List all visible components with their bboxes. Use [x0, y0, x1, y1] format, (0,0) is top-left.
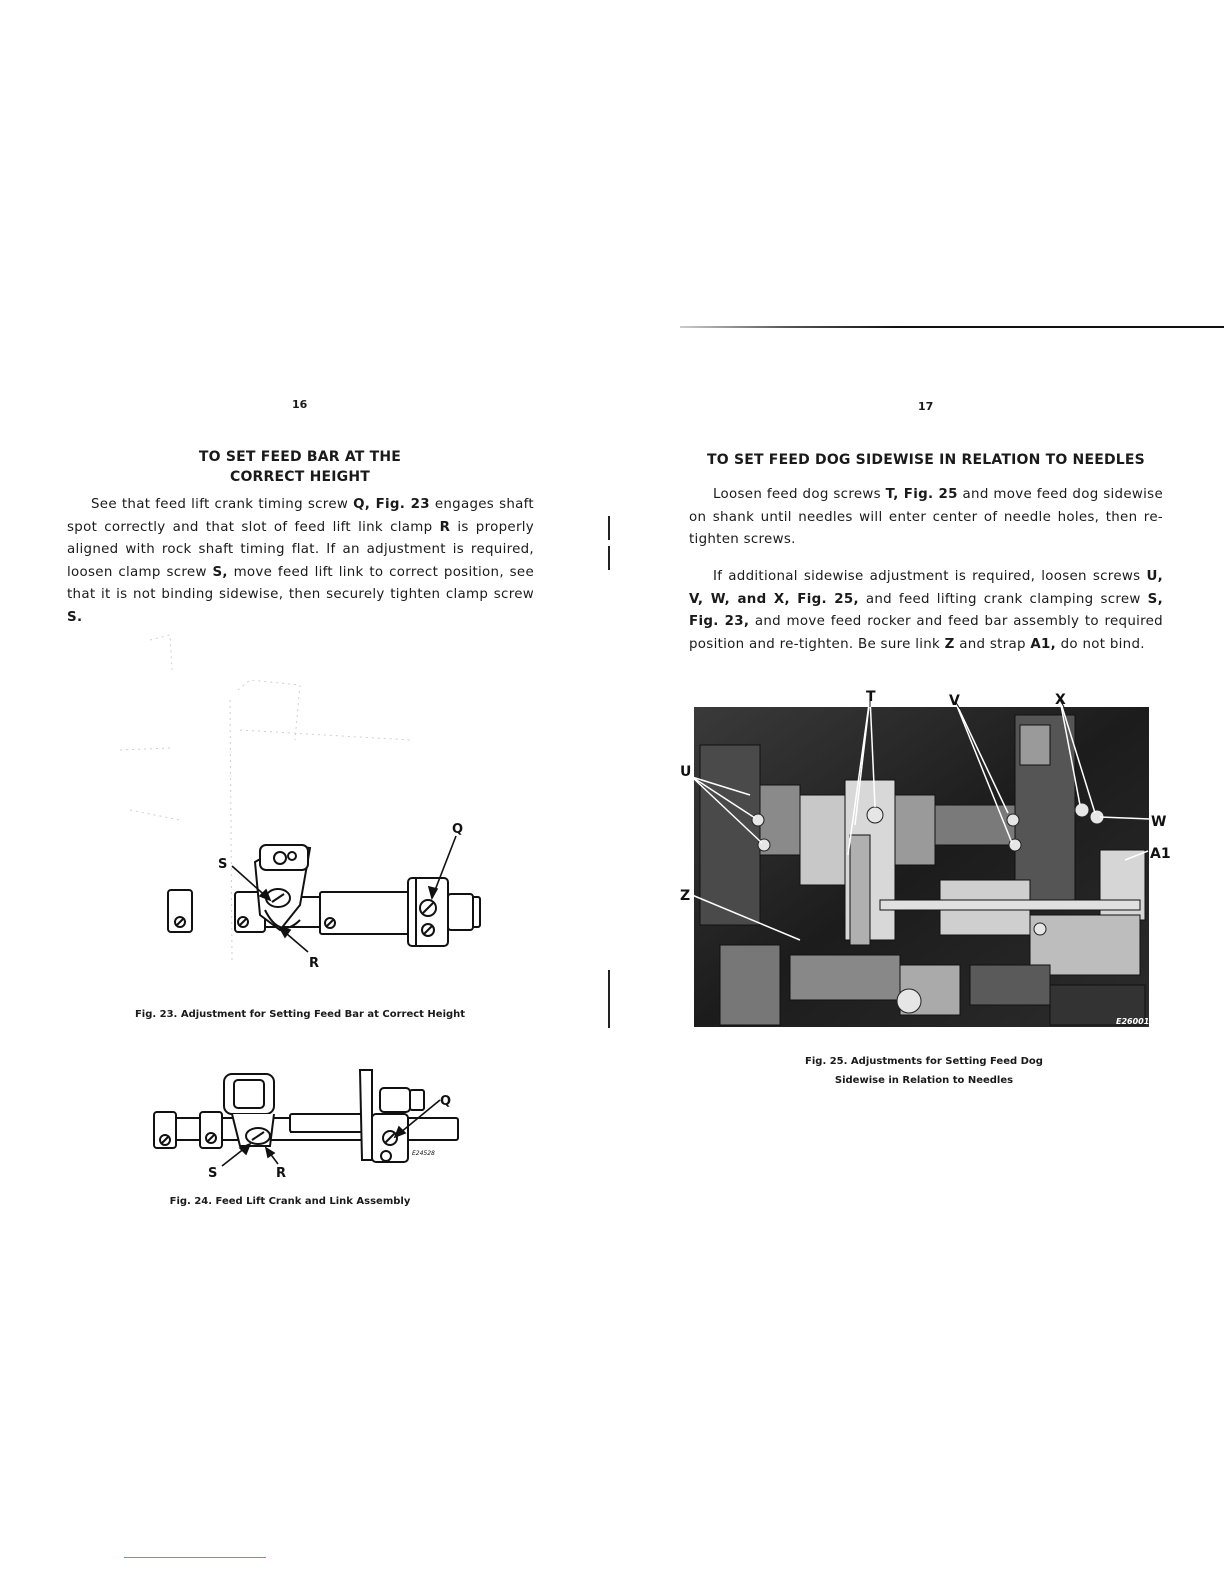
text-run: and move feed rocker and feed bar assembly to required position and re-tighten. Be sure link — [689, 614, 1163, 652]
fig25-label-a1: A1 — [1150, 846, 1171, 862]
bold-reference: U, V, W, and X, Fig. 25, — [689, 569, 1163, 607]
bold-reference: A1, — [1030, 636, 1057, 652]
bold-reference: Z — [944, 636, 955, 652]
fig24-label-q: Q — [440, 1094, 452, 1109]
gutter-mark — [608, 546, 610, 570]
heading-line-2: CORRECT HEIGHT — [229, 469, 371, 485]
section-heading-feed-bar — [150, 447, 450, 487]
bold-reference: R — [439, 519, 451, 535]
text-run: and strap — [954, 636, 1031, 652]
fig24-illustration — [140, 1060, 470, 1185]
text-run: and move feed dog sidewise on shank until needles will enter center of needle holes, then re-tighten screws. — [689, 487, 1163, 547]
fig24-caption: Fig. 24. Feed Lift Crank and Link Assembly — [169, 1196, 411, 1207]
fig25-label-u: U — [680, 764, 692, 780]
fig23-label-s: S — [218, 857, 228, 872]
bold-reference: S. — [67, 609, 83, 625]
page-number-left: 16 — [292, 398, 308, 411]
top-rule — [680, 326, 1224, 328]
fig25-label-z: Z — [680, 888, 691, 904]
fig23-illustration — [110, 630, 500, 990]
page-number-right: 17 — [918, 400, 934, 413]
fig23-label-r: R — [309, 956, 320, 971]
bold-reference: Q, Fig. 23 — [353, 497, 430, 512]
feed-dog-instructions-2 — [689, 566, 1163, 656]
fig25-photo — [670, 685, 1180, 1030]
heading-line-1: TO SET FEED BAR AT THE — [198, 449, 402, 465]
small-clamp — [168, 890, 192, 932]
section-heading-feed-dog: TO SET FEED DOG SIDEWISE IN RELATION TO NEEDLES — [707, 452, 1145, 468]
fig25-caption-line-1: Fig. 25. Adjustments for Setting Feed Dog — [805, 1056, 1043, 1067]
text-run: is properly aligned with rock shaft timing flat. If an adjustment is required, loosen clamp screw — [67, 519, 534, 580]
fig25-label-t: T — [866, 689, 876, 705]
text-run: do not bind. — [1056, 636, 1145, 652]
text-run: If additional sidewise adjustment is required, loosen screws — [713, 569, 1147, 584]
bold-reference: T, Fig. 25 — [885, 487, 958, 502]
text-run: move feed lift link to correct position, see that it is not binding sidewise, then securely tighten clamp screw — [67, 564, 534, 602]
fig25-caption-line-2: Sidewise in Relation to Needles — [834, 1075, 1014, 1086]
text-run: engages shaft spot correctly and that slot of feed lift link clamp — [67, 497, 534, 535]
text-run: and feed lifting crank clamping screw — [858, 591, 1148, 607]
fig25-code: E26001 — [1116, 1017, 1150, 1026]
bold-reference: S, — [212, 564, 228, 580]
fig23-label-q: Q — [452, 822, 464, 837]
fig23-caption: Fig. 23. Adjustment for Setting Feed Bar at Correct Height — [134, 1009, 466, 1020]
feed-dog-instructions-1 — [689, 484, 1163, 552]
feed-bar-instructions — [67, 494, 534, 629]
fig24-code: E24528 — [412, 1150, 435, 1157]
text-run: See that feed lift crank timing screw — [91, 497, 354, 512]
text-run: Loosen feed dog screws — [713, 487, 886, 502]
fig25-label-v: V — [949, 693, 960, 709]
fig24-label-s: S — [208, 1166, 218, 1181]
fig25-label-x: X — [1055, 692, 1066, 708]
footer-rule — [124, 1557, 266, 1558]
bold-reference: S, Fig. 23, — [689, 591, 1163, 629]
gutter-mark — [608, 516, 610, 540]
fig25-caption — [724, 1052, 1124, 1090]
fig24-label-r: R — [276, 1166, 287, 1181]
gutter-mark — [608, 970, 610, 1028]
fig25-label-w: W — [1151, 814, 1167, 830]
